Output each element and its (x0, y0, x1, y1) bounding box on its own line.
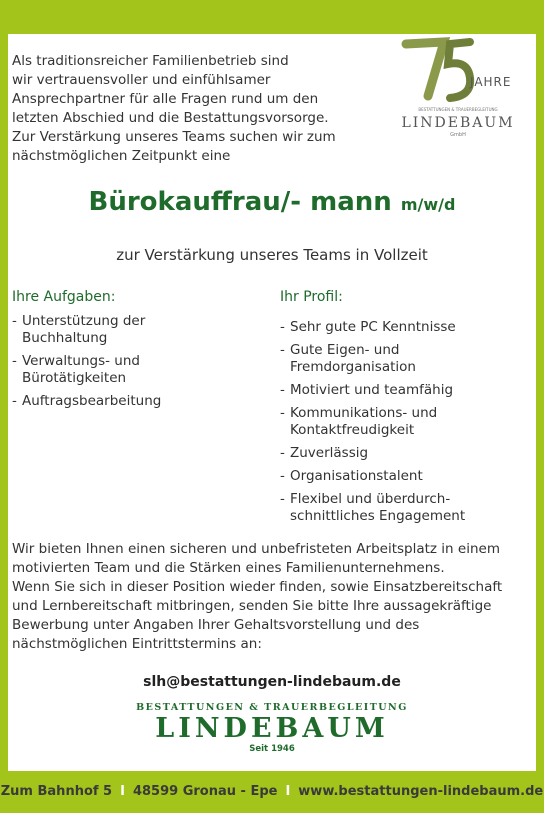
tasks-heading: Ihre Aufgaben: (12, 289, 116, 305)
profile-item: - Flexibel und überdurch-schnittliches Engagement (280, 491, 485, 525)
offer-text: Wir bieten Ihnen einen sicheren und unbefristeten Arbeitsplatz in einem motivierten Team und die Stärken eines Familienunternehmens. Wenn Sie sich in dieser Position wieder finden, sowie Einsatzbereitschaft und Lernbereitschaft mitbringen, senden Sie bitte Ihre aussagekräftige Bewerbung unter Angaben Ihrer Gehaltsvorstellung und des nächstmöglichen Eintrittstermins an: (12, 541, 503, 652)
company-since: Seit 1946 (249, 744, 295, 754)
profile-item: - Motiviert und teamfähig (280, 382, 485, 399)
profile-heading: Ihr Profil: (280, 289, 343, 305)
profile-item: - Kommunikations- und Kontaktfreudigkeit (280, 405, 485, 439)
logo-tagline: BESTATTUNGEN & TRAUERBEGLEITUNG (418, 107, 498, 112)
logo-company-name: LINDEBAUM (401, 115, 515, 131)
footer-bar (0, 779, 544, 803)
company-tagline: BESTATTUNGEN & TRAUERBEGLEITUNG (136, 702, 408, 713)
profile-item: - Zuverlässig (280, 445, 485, 462)
intro-text: Als traditionsreicher Familienbetrieb sind wir vertrauensvoller und einfühlsamer Ansprechpartner für alle Fragen rund um den letzten Abschied und die Bestattungsvorsorge. Zur Verstärkung unseres Teams suchen wir zum nächstmöglichen Zeitpunkt eine (12, 53, 336, 164)
contact-email-link[interactable]: slh@bestattungen-lindebaum.de (143, 674, 401, 690)
job-subtitle: zur Verstärkung unseres Teams in Vollzeit (116, 246, 428, 264)
profile-item: - Sehr gute PC Kenntnisse (280, 319, 485, 336)
footer-street: Zum Bahnhof 5 (0, 783, 113, 799)
footer-separator: I (120, 783, 125, 799)
task-item: - Auftragsbearbeitung (12, 393, 192, 410)
logo-five-stroke (448, 42, 470, 98)
company-logo (121, 702, 423, 754)
job-title-text: Bürokauffrau/- mann (88, 187, 392, 217)
profile-list (280, 319, 485, 531)
logo-seven-stroke (406, 42, 444, 96)
footer-separator: I (285, 783, 291, 799)
task-item: - Unterstützung der Buchhaltung (12, 313, 192, 347)
job-ad-card (8, 34, 536, 771)
profile-item: - Organisationstalent (280, 468, 485, 485)
tasks-list (12, 313, 192, 416)
task-item: - Verwaltungs- und Bürotätigkeiten (12, 353, 192, 387)
logo-jahre-label: JAHRE (470, 75, 512, 89)
anniversary-logo (392, 34, 528, 144)
job-title (8, 187, 536, 217)
footer-city: 48599 Gronau - Epe (132, 783, 278, 799)
profile-item: - Gute Eigen- und Fremdorganisation (280, 342, 485, 376)
job-title-suffix: m/w/d (400, 195, 456, 214)
logo-suffix: GmbH (450, 132, 466, 138)
company-name: LINDEBAUM (155, 713, 389, 744)
footer-website-link[interactable]: www.bestattungen-lindebaum.de (298, 783, 544, 799)
